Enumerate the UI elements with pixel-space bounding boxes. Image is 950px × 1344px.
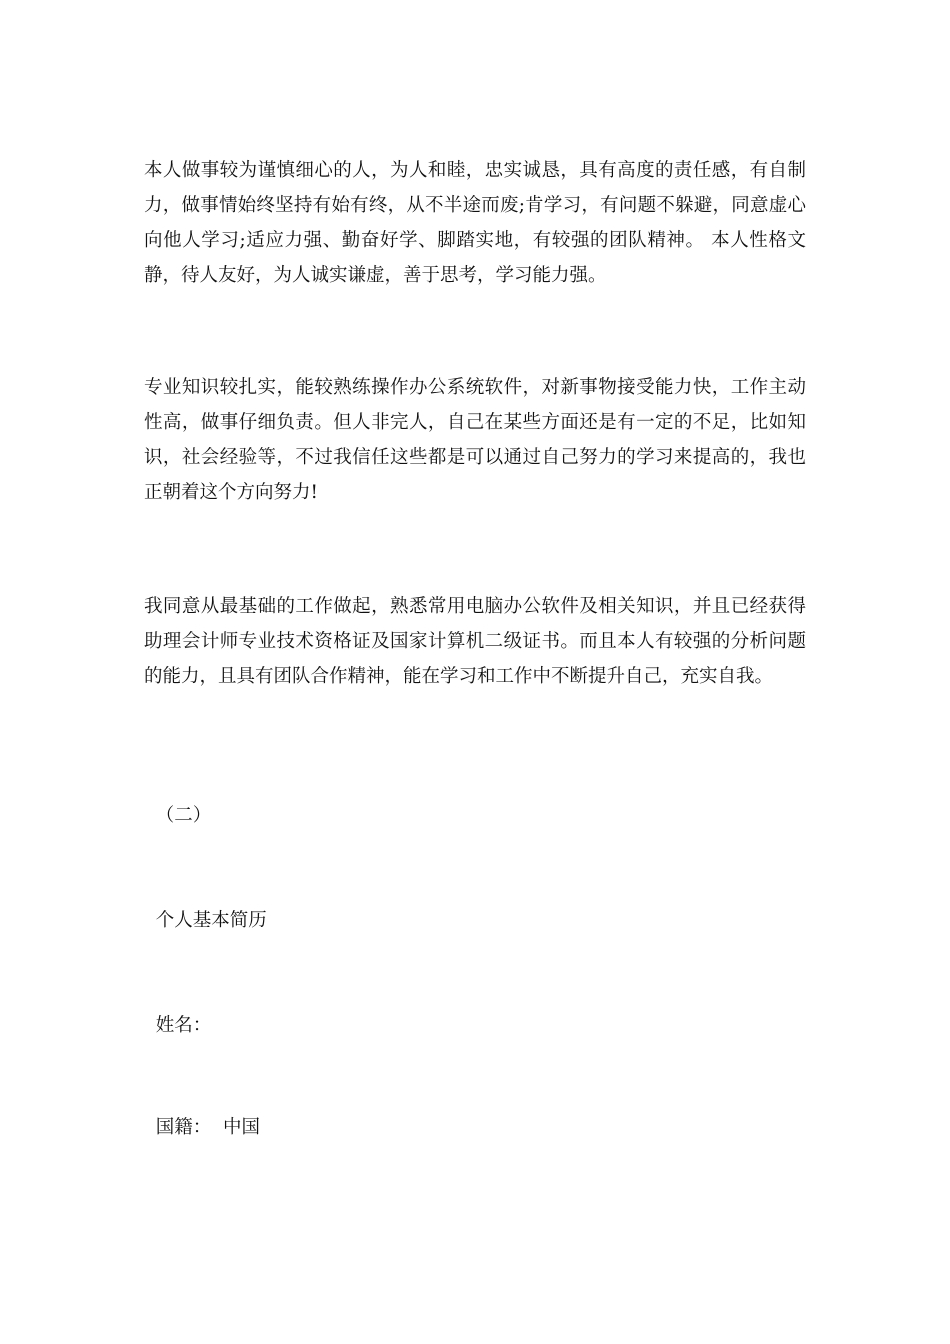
paragraph-self-evaluation-2: 专业知识较扎实，能较熟练操作办公系统软件，对新事物接受能力快，工作主动性高，做事仔细负责。但人非完人，自己在某些方面还是有一定的不足，比如知识，社会经验等，不过我信任这些都是可以通过自己努力的学习来提高的，我也正朝着这个方向努力! bbox=[144, 377, 806, 503]
resume-title: 个人基本简历 bbox=[144, 910, 267, 931]
name-field-label: 姓名： bbox=[144, 1015, 212, 1036]
paragraph-self-evaluation-3: 我同意从最基础的工作做起，熟悉常用电脑办公软件及相关知识，并且已经获得助理会计师专业技术资格证及国家计算机二级证书。而且本人有较强的分析问题的能力，且具有团队合作精神，能在学习和工作中不断提升自己，充实自我。 bbox=[144, 596, 806, 687]
section-label: （二） bbox=[144, 805, 212, 826]
paragraph-self-evaluation-1: 本人做事较为谨慎细心的人，为人和睦，忠实诚恳，具有高度的责任感，有自制力，做事情始终坚持有始有终，从不半途而废;肯学习，有问题不躲避，同意虚心向他人学习;适应力强、勤奋好学、脚踏实地，有较强的团队精神。 本人性格文静，待人友好，为人诚实谦虚，善于思考，学习能力强。 bbox=[144, 160, 806, 286]
nationality-line: 国籍： 中国 bbox=[144, 1117, 261, 1138]
